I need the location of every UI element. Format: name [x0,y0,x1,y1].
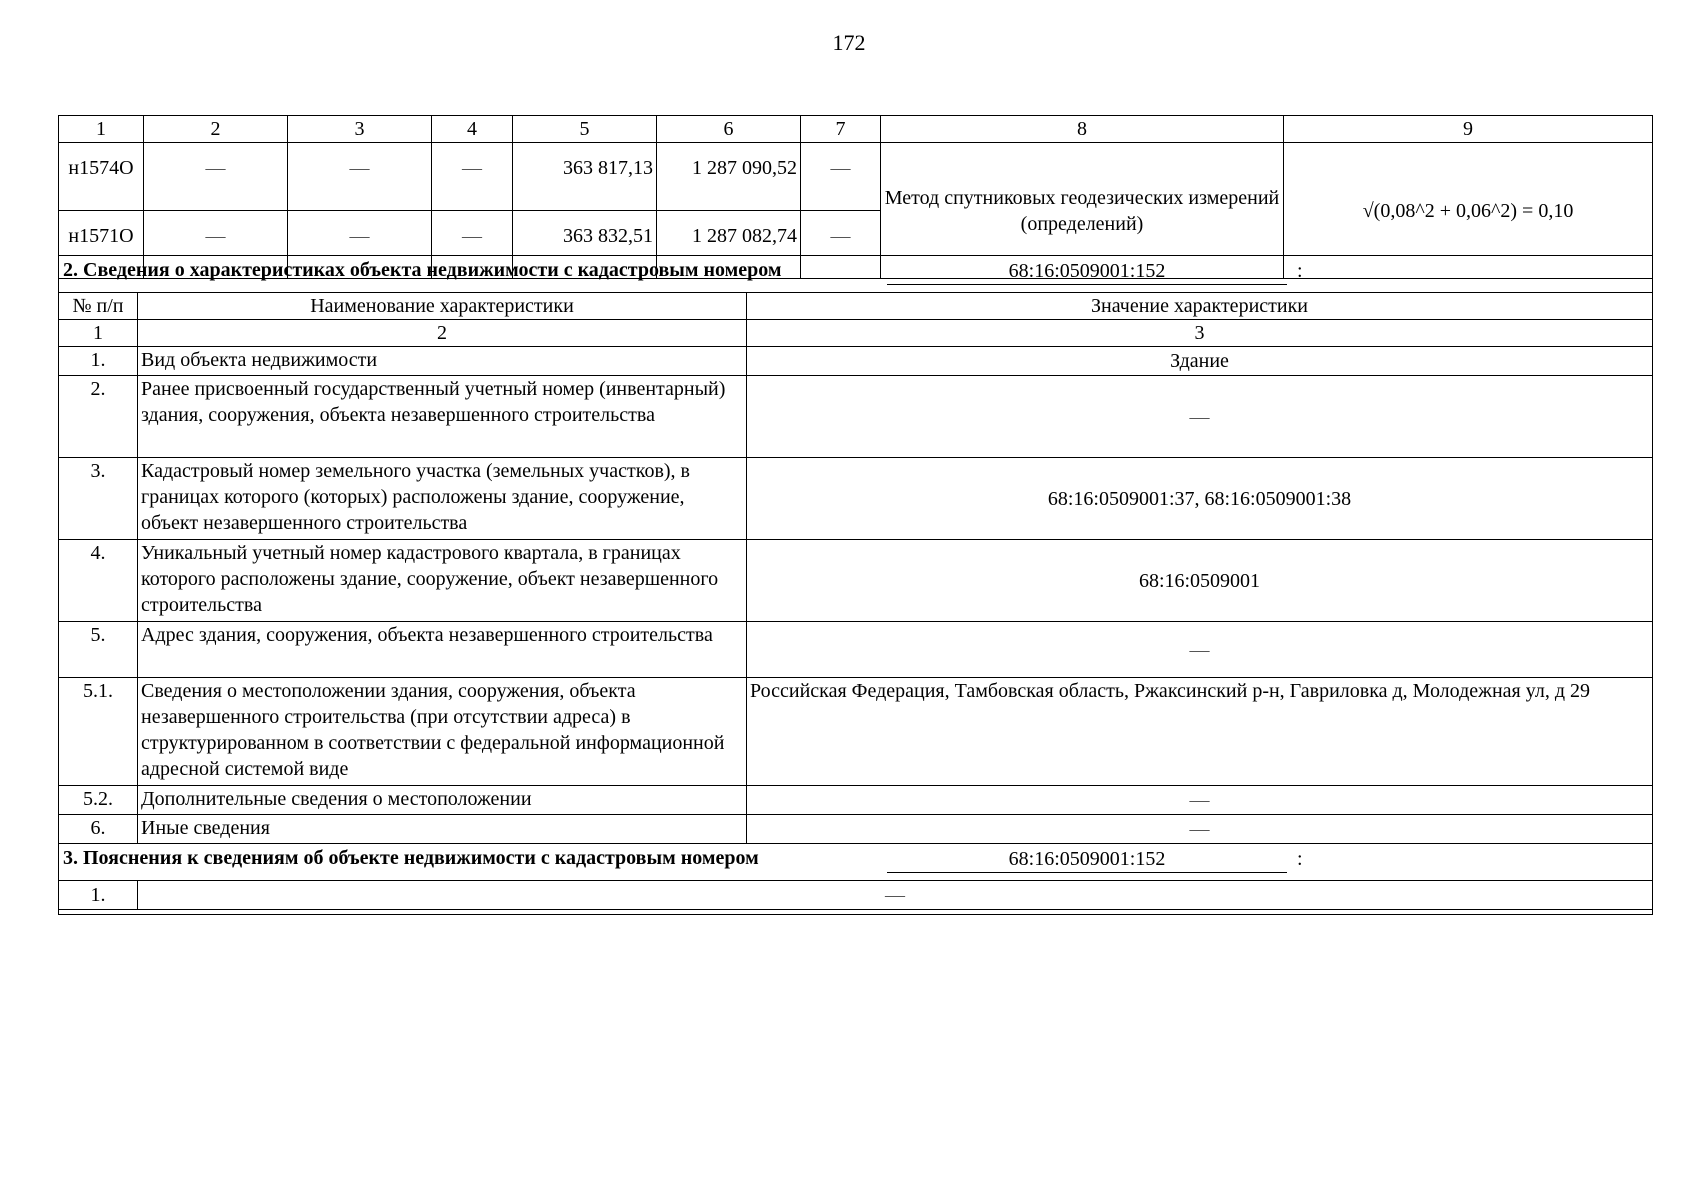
characteristic-name: Сведения о местоположении здания, сооружения, объекта незавершенного строительства (при отсутствии адреса) в структурированном в соответствии с федеральной информационной адресной системой виде [138,678,747,786]
characteristic-name: Иные сведения [138,815,747,844]
section3-colon: : [1297,848,1303,870]
characteristic-value: — [747,786,1653,815]
section3-heading-row [59,844,1653,881]
column-header: 9 [1284,116,1653,143]
characteristic-row [59,678,1653,786]
characteristic-row [59,786,1653,815]
section2-title: 2. Сведения о характеристиках объекта недвижимости с кадастровым номером [63,259,782,281]
column-header: 8 [881,116,1284,143]
empty-dash: — [801,211,881,279]
y-coordinate: 1 287 090,52 [657,143,801,211]
y-coordinate: 1 287 082,74 [657,211,801,279]
row-number: 4. [59,540,138,622]
point-name: н1571О [59,211,144,279]
empty-dash: — [432,143,513,211]
section3-title: 3. Пояснения к сведениям об объекте недвижимости с кадастровым номером [63,847,759,869]
characteristic-value: Российская Федерация, Тамбовская область, Ржаксинский р-н, Гавриловка д, Молодежная ул, д 29 [747,678,1653,786]
column-header: 3 [288,116,432,143]
column-number: 2 [138,320,747,347]
characteristic-row [59,622,1653,678]
table-bottom-border [59,910,1653,915]
column-header-value: Значение характеристики [747,293,1653,320]
row-number: 1. [59,347,138,376]
row-number: 5.2. [59,786,138,815]
column-header: 4 [432,116,513,143]
characteristic-name: Адрес здания, сооружения, объекта незавершенного строительства [138,622,747,678]
coordinate-row [59,143,1653,211]
empty-dash: — [288,143,432,211]
characteristic-name: Вид объекта недвижимости [138,347,747,376]
accuracy-formula: √(0,08^2 + 0,06^2) = 0,10 [1284,143,1653,279]
section2-heading-row [59,256,1653,293]
explanation-value: — [138,881,1653,910]
characteristic-name: Ранее присвоенный государственный учетный номер (инвентарный) здания, сооружения, объекта незавершенного строительства [138,376,747,458]
section2-heading [59,256,1653,293]
column-header: 2 [144,116,288,143]
column-number: 3 [747,320,1653,347]
column-header-name: Наименование характеристики [138,293,747,320]
characteristics-header-row [59,293,1653,320]
point-name: н1574О [59,143,144,211]
characteristics-table [58,255,1653,915]
empty-dash: — [801,143,881,211]
row-number: 6. [59,815,138,844]
empty-dash: — [144,211,288,279]
characteristic-name: Дополнительные сведения о местоположении [138,786,747,815]
section2-colon: : [1297,260,1303,282]
characteristic-row [59,540,1653,622]
coordinates-header-row [59,116,1653,143]
row-number: 1. [59,881,138,910]
characteristic-value: — [747,376,1653,458]
column-header: 5 [513,116,657,143]
column-header: 1 [59,116,144,143]
x-coordinate: 363 817,13 [513,143,657,211]
section2-cadastral-number: 68:16:0509001:152 [887,258,1287,285]
characteristic-row [59,376,1653,458]
characteristic-row [59,347,1653,376]
section3-heading [59,844,1653,881]
column-header-number: № п/п [59,293,138,320]
x-coordinate: 363 832,51 [513,211,657,279]
explanation-row [59,881,1653,910]
empty-dash: — [288,211,432,279]
characteristic-name: Кадастровый номер земельного участка (земельных участков), в границах которого (которых) расположены здание, сооружение, объект незавершенного строительства [138,458,747,540]
characteristic-value: — [747,815,1653,844]
section3-cadastral-number: 68:16:0509001:152 [887,846,1287,873]
characteristic-value: Здание [747,347,1653,376]
measurement-method: Метод спутниковых геодезических измерений (определений) [881,143,1284,279]
characteristic-value: — [747,622,1653,678]
characteristic-name: Уникальный учетный номер кадастрового квартала, в границах которого расположены здание, сооружение, объект незавершенного строительства [138,540,747,622]
row-number: 5.1. [59,678,138,786]
characteristic-row [59,815,1653,844]
column-number: 1 [59,320,138,347]
column-number-row [59,320,1653,347]
column-header: 7 [801,116,881,143]
characteristic-value: 68:16:0509001:37, 68:16:0509001:38 [747,458,1653,540]
column-header: 6 [657,116,801,143]
characteristic-value: 68:16:0509001 [747,540,1653,622]
page-number: 172 [832,30,866,55]
row-number: 5. [59,622,138,678]
row-number: 3. [59,458,138,540]
characteristic-row [59,458,1653,540]
empty-dash: — [144,143,288,211]
empty-dash: — [432,211,513,279]
row-number: 2. [59,376,138,458]
table-bottom-line [59,910,1653,915]
